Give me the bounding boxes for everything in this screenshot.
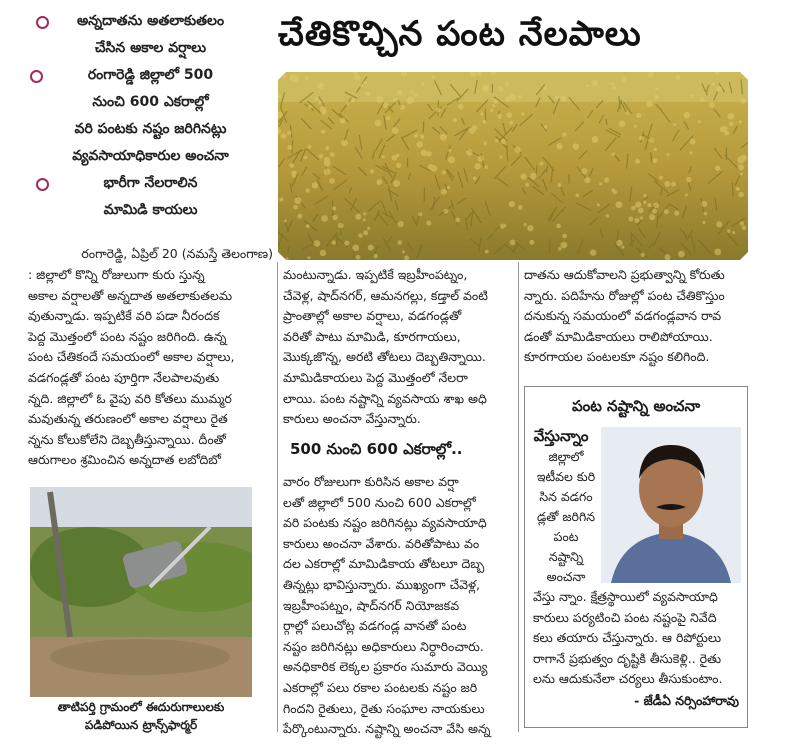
box-side-line: సిన వడగం — [539, 489, 593, 504]
article-line: తిన్నట్లు భావిస్తున్నారు. ముఖ్యంగా చేవెళ్ల, — [283, 576, 481, 592]
article-line: నష్టం జరిగినట్లు అధికారులు నిర్ధారించారు. — [283, 638, 484, 654]
page-title: చేతికొచ్చిన పంట నేలపాలు — [278, 14, 642, 54]
bullet-icon — [36, 178, 49, 191]
article-line: దల ఎకరాల్లో మామిడికాయ తోటలూ దెబ్బ — [283, 556, 485, 572]
caption-line: పడిపోయిన ట్రాన్స్‌ఫార్మర్ — [84, 718, 198, 732]
box-title: పంట నష్టాన్ని అంచనా — [571, 397, 701, 415]
highlight-line: చేసిన అకాల వర్షాలు — [94, 40, 207, 56]
article-line: ప్రాంతాల్లో అకాల వర్షాలు, వడగండ్లతో — [283, 308, 462, 324]
article-line: కారులు అంచనా వేస్తున్నారు. — [283, 411, 421, 427]
article-line: అనధికారిక లెక్కల ప్రకారం సుమారు వెయ్యి — [283, 659, 488, 675]
article-line: : జిల్లాలో కొన్ని రోజులుగా కురు స్తున్న — [28, 267, 205, 282]
box-line: రాగానే ప్రభుత్వం దృష్టికి తీసుకెళ్లి.. రైతు — [533, 650, 722, 666]
transformer-photo — [30, 487, 252, 697]
highlight-line: వ్యవసాయాధికారుల అంచనా — [72, 148, 229, 164]
article-line: డంతో మామిడికాయలు రాలిపోయాయి. — [524, 328, 713, 344]
article-line: వడగండ్లతో పంట పూర్తిగా నేలపాలవుతు — [28, 369, 220, 385]
subheading: 500 నుంచి 600 ఎకరాల్లో.. — [290, 440, 463, 458]
article-line: న్నారు. పదిహేను రోజుల్లో పంట చేతికొస్తుం — [524, 287, 725, 303]
article-line: దాతను ఆదుకోవాలని ప్రభుత్వాన్ని కోరుతు — [524, 267, 725, 282]
column-2-bottom — [283, 472, 513, 740]
article-line: మంటున్నాడు. ఇప్పటికే ఇబ్రహీంపట్నం, — [283, 267, 468, 282]
article-line: న్నది. జిల్లాలో ఓ వైపు వరి కోతలు ముమ్మర — [28, 390, 232, 406]
article-line: పేర్కొంటున్నారు. నష్టాన్ని అంచనా వేసి అన్న — [283, 721, 491, 737]
quote-box — [524, 386, 748, 728]
article-line: ఇబ్రహీంపట్నం, షాద్‌నగర్ నియోజకవ — [283, 597, 460, 613]
highlight-line: మామిడి కాయలు — [103, 202, 198, 218]
highlight-line: అన్నదాతను అతలాకుతలం — [28, 8, 273, 35]
bullet-icon — [30, 70, 43, 83]
article-line: లతో జిల్లాలో 500 నుంచి 600 ఎకరాల్లో — [283, 494, 476, 510]
highlight-line: నుంచి 600 ఎకరాల్లో — [92, 94, 209, 110]
box-side-line: జిల్లాలో — [548, 449, 584, 464]
highlight-line: వరి పంటకు నష్టం జరిగినట్లు — [74, 121, 227, 137]
article-line: కూరగాయల పంటలకూ నష్టం కలిగింది. — [524, 349, 710, 365]
bullet-icon — [36, 16, 49, 29]
article-line: వారం రోజులుగా కురిసిన అకాల వర్షా — [283, 474, 459, 489]
article-line: అకాల వర్షాలతో అన్నదాత అతలాకుతలమ — [28, 287, 233, 303]
box-side-line: పంట — [553, 529, 579, 544]
highlight-line: భారీగా నేలరాలిన — [28, 170, 273, 197]
article-line: ర్గాల్లో పలుచోట్ల వడగండ్ల వానతో పంట — [283, 618, 467, 634]
dateline: రంగారెడ్డి, ఏప్రిల్ 20 (నమస్తే తెలంగాణ) — [81, 246, 273, 261]
box-side-line: అంచనా — [546, 569, 586, 584]
article-line: మవుతున్న తరుణంలో అకాల వర్షాలు రైత — [28, 411, 228, 427]
box-title-2: వేస్తున్నాం — [533, 427, 589, 445]
column-2-top — [283, 265, 513, 430]
column-3-top — [524, 265, 746, 368]
article-line: పంట చేతికందే సమయంలో అకాల వర్షాలు, — [28, 349, 235, 365]
box-line: లను ఆదుకునేలా చర్యలు తీసుకుంటాం. — [533, 671, 723, 687]
article-line: ఎకరాల్లో పలు రకాల పంటలకు నష్టం జరి — [283, 679, 478, 695]
article-line: న్నను కోలుకోలేని దెబ్బతీస్తున్నాయి. దీంతో — [28, 431, 226, 447]
article-line: గిందని రైతులు, రైతు సంఘాల నాయకులు — [283, 700, 485, 716]
highlight-line: రంగారెడ్డి జిల్లాలో 500 — [28, 62, 273, 89]
article-line: లాయి. పంట నష్టాన్ని వ్యవసాయ శాఖ అధి — [283, 390, 487, 406]
photo-caption — [30, 698, 252, 734]
box-side-text — [533, 447, 599, 587]
caption-line: తాటిపర్తి గ్రామంలో ఈదురుగాలులకు — [57, 700, 225, 714]
article-line: చేవెళ్ల, షాద్‌నగర్, ఆమనగల్లు, కడ్తాల్ వంటి — [283, 287, 488, 303]
box-text — [533, 587, 741, 690]
box-side-line: ఇటీవల కురి — [536, 469, 596, 484]
article-line: దనుకున్న సమయంలో వడగండ్లవాన రావ — [524, 308, 722, 324]
box-line: వేస్తు న్నాం. క్షేత్రస్థాయిలో వ్యవసాయాధి — [533, 589, 718, 604]
article-line: మామిడికాయలు పెద్ద మొత్తంలో నేలరా — [283, 369, 468, 385]
article-line: వరితో పాటు మామిడి, కూరగాయలు, — [283, 328, 461, 344]
article-line: కారులు అంచనా వేశారు. వరితోపాటు వం — [283, 535, 480, 551]
article-line: ఆరుగాలం శ్రమించిన అన్నదాత లబోదిబో — [28, 452, 222, 468]
portrait — [601, 427, 741, 583]
box-side-line: నష్టాన్ని — [548, 549, 584, 564]
article-line: మొక్కజొన్న, అరటి తోటలు దెబ్బతిన్నాయి. — [283, 349, 486, 365]
box-line: కలు తయారు చేస్తున్నారు. ఆ రిపోర్టులు — [533, 630, 722, 646]
highlights — [28, 8, 273, 224]
article-line: వరి పంటకు నష్టం జరిగినట్లు వ్యవసాయాధి — [283, 515, 487, 531]
crop-field-photo — [278, 72, 748, 260]
column-1 — [28, 265, 273, 471]
signature: - జేడీఏ నర్సింహారావు — [634, 693, 739, 708]
box-side-line: డ్లతో జరిగిన — [536, 509, 596, 524]
article-line: వుతున్నాడు. ఇప్పటికే వరి పడా నీరందక — [28, 308, 220, 324]
article-line: పెద్ద మొత్తంలో పంట నష్టం జరిగింది. ఉన్న — [28, 328, 227, 344]
box-line: కారులు పర్యటించి పంట నష్టంపై నివేది — [533, 609, 717, 625]
